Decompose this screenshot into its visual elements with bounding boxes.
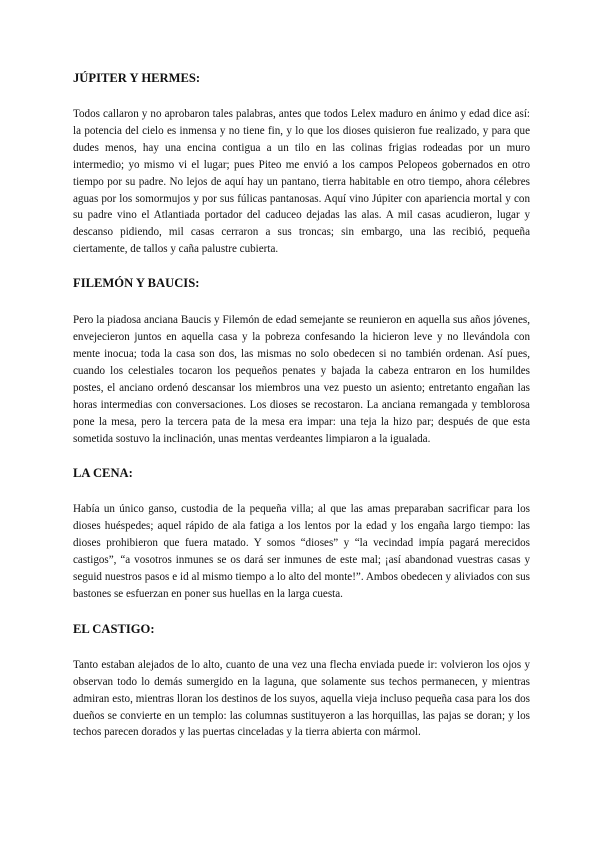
section-paragraph-filemon-baucis: Pero la piadosa anciana Baucis y Filemón de edad semejante se reunieron en aquella sus años jóvenes, envejecieron juntos en aquella casa y la pobreza confesando la hicieron leve y no llevándola con mente inocua; toda la casa son dos, las mismas no solo obedecen si no también ordenan. Así pues, cuando los celestiales tocaron los pequeños penates y bajada la cabeza entraron en los humildes postes, el anciano ordenó descansar los miembros una vez puesto un asiento; entretanto engañan las horas intermedias con conversaciones. Los dioses se recostaron. La anciana remangada y temblorosa pone la mesa, pero la tercera pata de la mesa era impar: una teja la hizo par; después de que esta sometida sostuvo la inclinación, unas mentas verdeantes limpiaron a la igualada. xyxy=(73,314,530,445)
section-heading-jupiter-hermes: JÚPITER Y HERMES: xyxy=(73,71,201,85)
section-paragraph-el-castigo: Tanto estaban alejados de lo alto, cuanto de una vez una flecha enviada puede ir: volvieron los ojos y observan todo lo demás sumergido en la laguna, que solamente sus techos permanecen, y mientras admiran esto, mientras lloran los destinos de los suyos, aquella vieja incluso pequeña casa para los dos dueños se convierte en un templo: las columnas sustituyeron a las horquillas, las pajas se doran; y los techos parecen dorados y las puertas cinceladas y la tierra abierta con mármol. xyxy=(73,658,530,739)
section-heading-el-castigo: EL CASTIGO: xyxy=(73,621,155,636)
section-heading-la-cena: LA CENA: xyxy=(73,466,133,481)
document-page xyxy=(73,64,530,741)
section-heading-filemon-baucis: FILEMÓN Y BAUCIS: xyxy=(73,276,200,291)
section-paragraph-la-cena: Había un único ganso, custodia de la pequeña villa; al que las amas preparaban sacrificar para los dioses huéspedes; aquel rápido de ala fatiga a los lentos por la edad y los engaña largo tiempo: las dioses prohibieron que fuera matado. Y somos “dioses” y “la vecindad impía pagará merecidos castigos”, “a vosotros inmunes se os dará ser inmunes de este mal; ¡así abandonad vuestras casas y seguid nuestros pasos e id al mismo tiempo a lo alto del monte!”. Ambos obedecen y aliviados con sus bastones se esfuerzan en poner sus huellas en la larga cuesta. xyxy=(73,503,530,600)
section-paragraph-jupiter-hermes: Todos callaron y no aprobaron tales palabras, antes que todos Lelex maduro en ánimo y edad dice así: la potencia del cielo es inmensa y no tiene fin, y lo que los dioses quisieron fue realizado, y para que dudes menos, hay una encina contigua a un tilo en las colinas frigias rodeadas por un muro intermedio; yo mismo vi el lugar; pues Piteo me envió a los campos Pelopeos gobernados en otro tiempo por su padre. No lejos de aquí hay un pantano, tierra habitable en otro tiempo, ahora célebres aguas por los somormujos y por sus fúlicas pantanosas. Aquí vino Júpiter con apariencia mortal y con su padre vino el Atlantiada portador del caduceo dejadas las alas. A mil casas acudieron, lugar y descanso pidiendo, mil casas cerraron a sus troncas; sin embargo, una las recibió, pequeña ciertamente, de tallos y caña palustre cubierta. xyxy=(73,108,530,256)
